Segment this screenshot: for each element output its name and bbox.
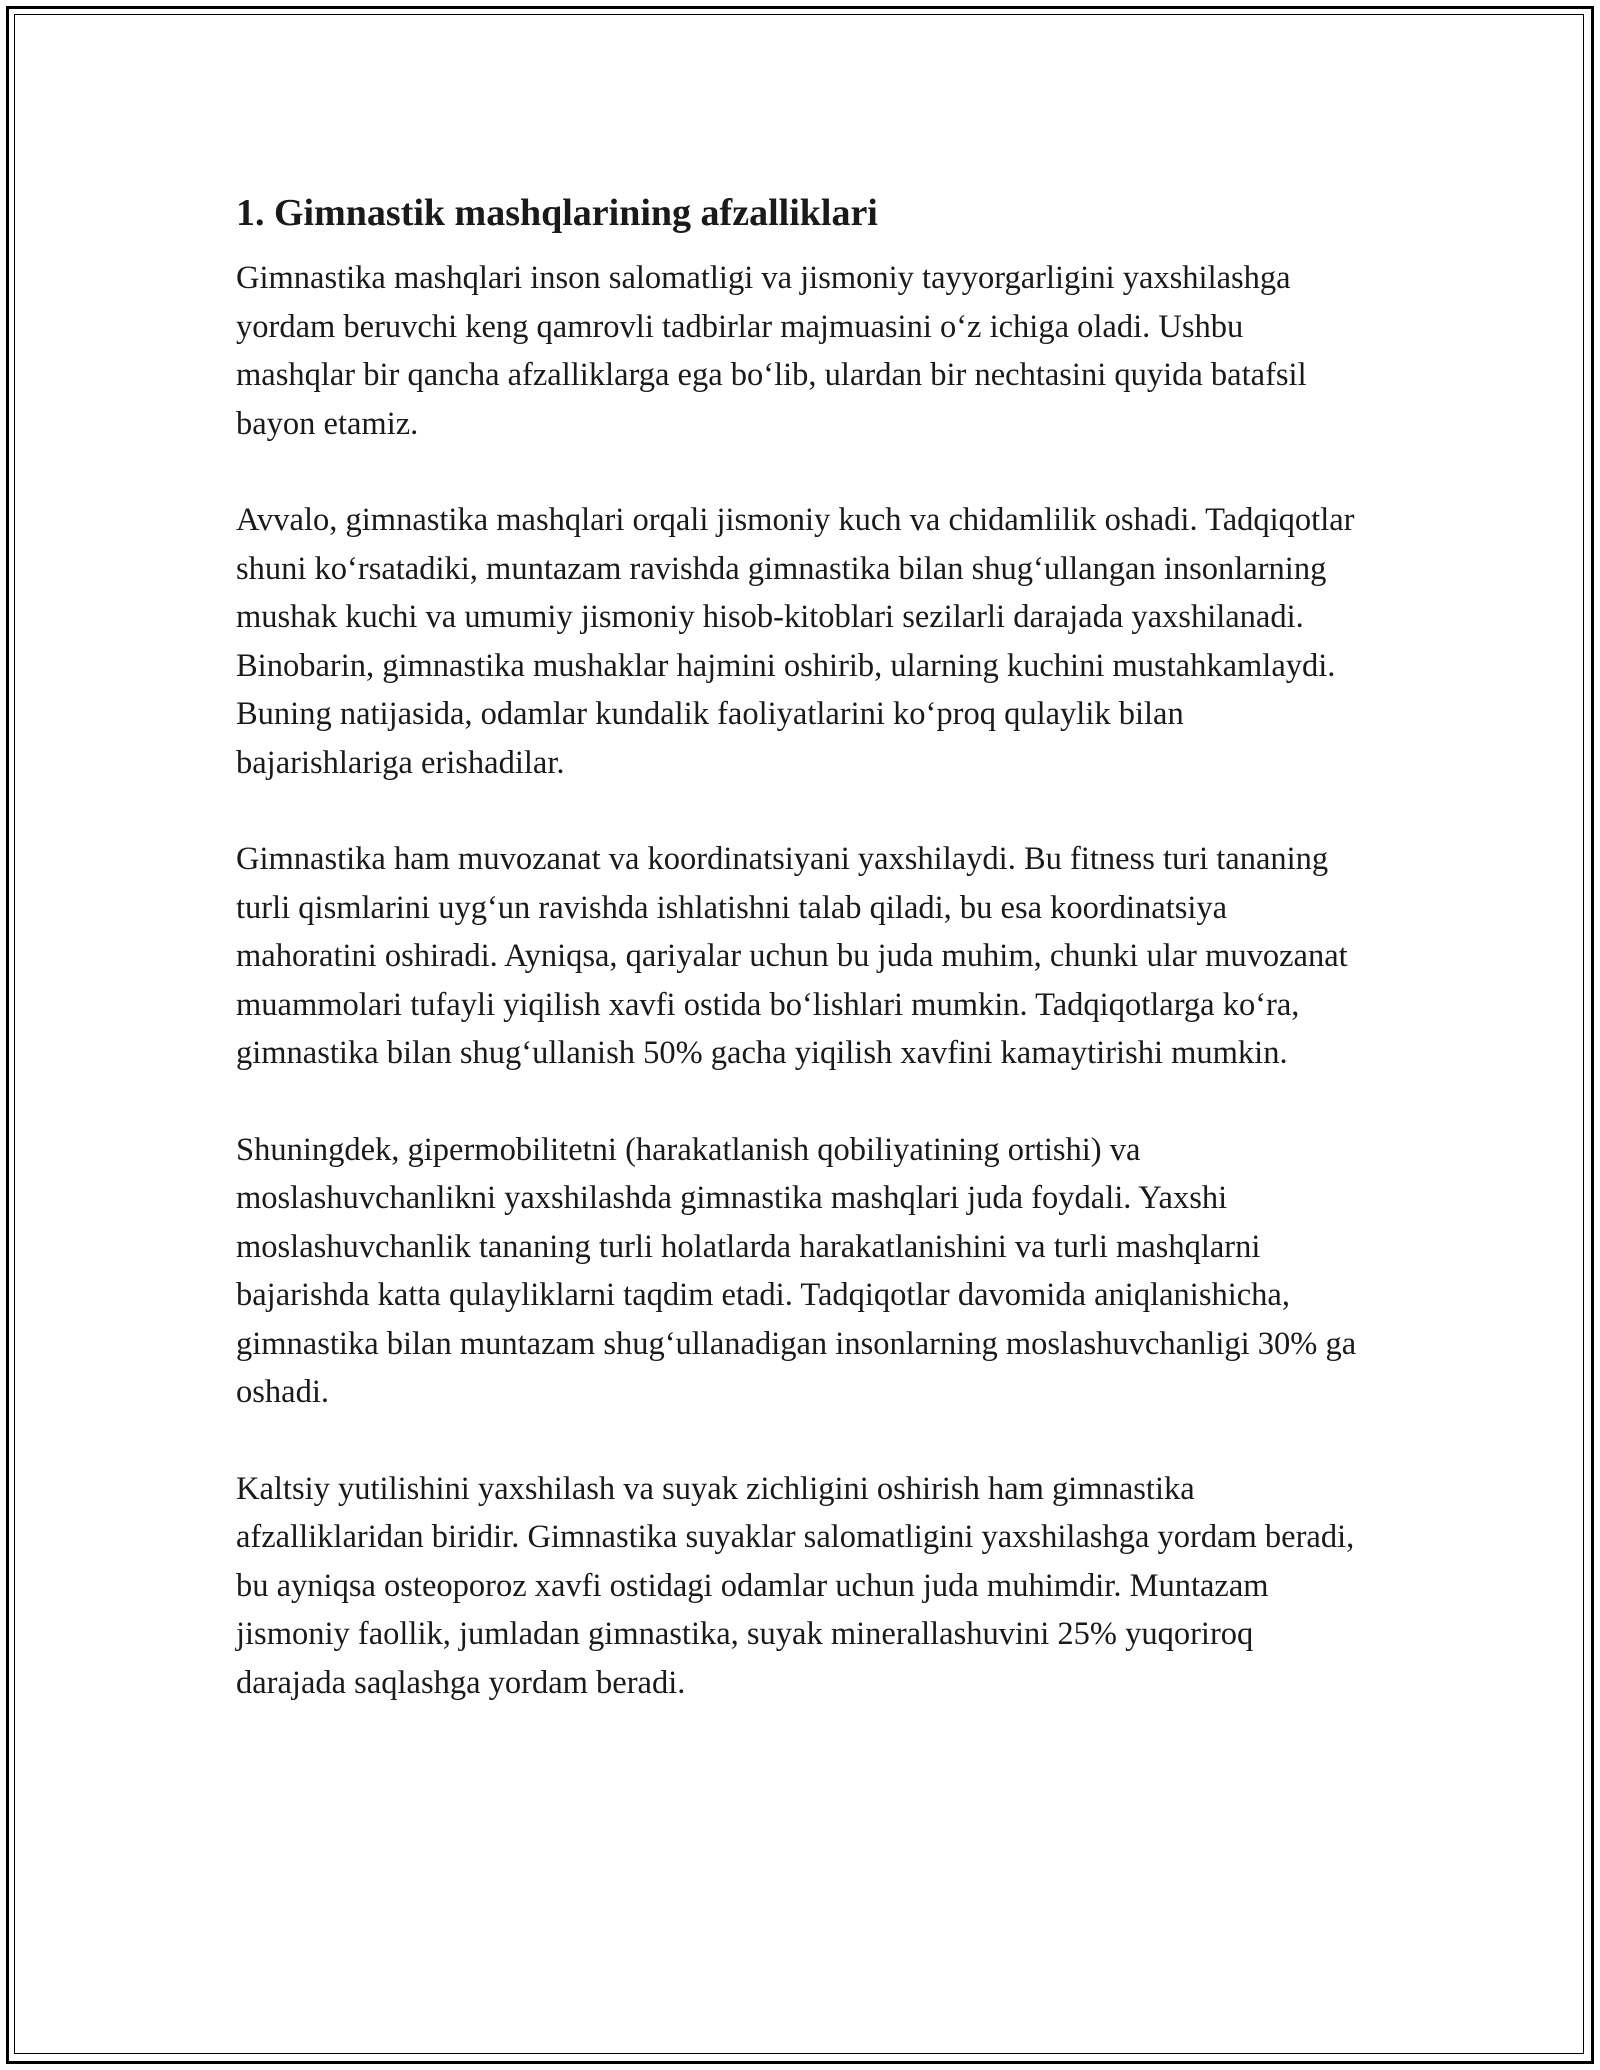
paragraph-flexibility: Shuningdek, gipermobilitetni (harakatlanish qobiliyatining ortishi) va moslashuvchanlikni yaxshilashda gimnastika mashqlari juda foydali. Yaxshi moslashuvchanlik tananing turli holatlarda harakatlanishini va turli mashqlarni bajarishda katta qulayliklarni taqdim etadi. Tadqiqotlar davomida aniqlanishicha, gimnastika bilan muntazam shug‘ullanadigan insonlarning moslashuvchanligi 30% ga oshadi. — [236, 1131, 1357, 1410]
document-body — [236, 188, 1366, 1755]
paragraph-balance: Gimnastika ham muvozanat va koordinatsiyani yaxshilaydi. Bu fitness turi tananing turli qismlarini uyg‘un ravishda ishlatishni talab qiladi, bu esa koordinatsiya mahoratini oshiradi. Ayniqsa, qariyalar uchun bu juda muhim, chunki ular muvozanat muammolari tufayli yiqilish xavfi ostida bo‘lishlari mumkin. Tadqiqotlarga ko‘ra, gimnastika bilan shug‘ullanish 50% gacha yiqilish xavfini kamaytirishi mumkin. — [236, 841, 1348, 1071]
paragraph-strength: Avvalo, gimnastika mashqlari orqali jismoniy kuch va chidamlilik oshadi. Tadqiqotlar shuni ko‘rsatadiki, muntazam ravishda gimnastika bilan shug‘ullangan insonlarning mushak kuchi va umumiy jismoniy hisob-kitoblari sezilarli darajada yaxshilanadi. Binobarin, gimnastika mushaklar hajmini oshirib, ularning kuchini mustahkamlaydi. Buning natijasida, odamlar kundalik faoliyatlarini ko‘proq qulaylik bilan bajarishlariga erishadilar. — [236, 502, 1355, 781]
paragraph-bone-density: Kaltsiy yutilishini yaxshilash va suyak zichligini oshirish ham gimnastika afzalliklaridan biridir. Gimnastika suyaklar salomatligini yaxshilashga yordam beradi, bu ayniqsa osteoporoz xavfi ostidagi odamlar uchun juda muhimdir. Muntazam jismoniy faollik, jumladan gimnastika, suyak minerallashuvini 25% yuqoriroq darajada saqlashga yordam beradi. — [236, 1470, 1355, 1701]
paragraph-intro: Gimnastika mashqlari inson salomatligi va jismoniy tayyorgarligini yaxshilashga yordam beruvchi keng qamrovli tadbirlar majmuasini o‘z ichiga oladi. Ushbu mashqlar bir qancha afzalliklarga ega bo‘lib, ulardan bir nechtasini quyida batafsil bayon etamiz. — [236, 260, 1307, 442]
section-heading: 1. Gimnastik mashqlarining afzalliklari — [236, 192, 878, 234]
